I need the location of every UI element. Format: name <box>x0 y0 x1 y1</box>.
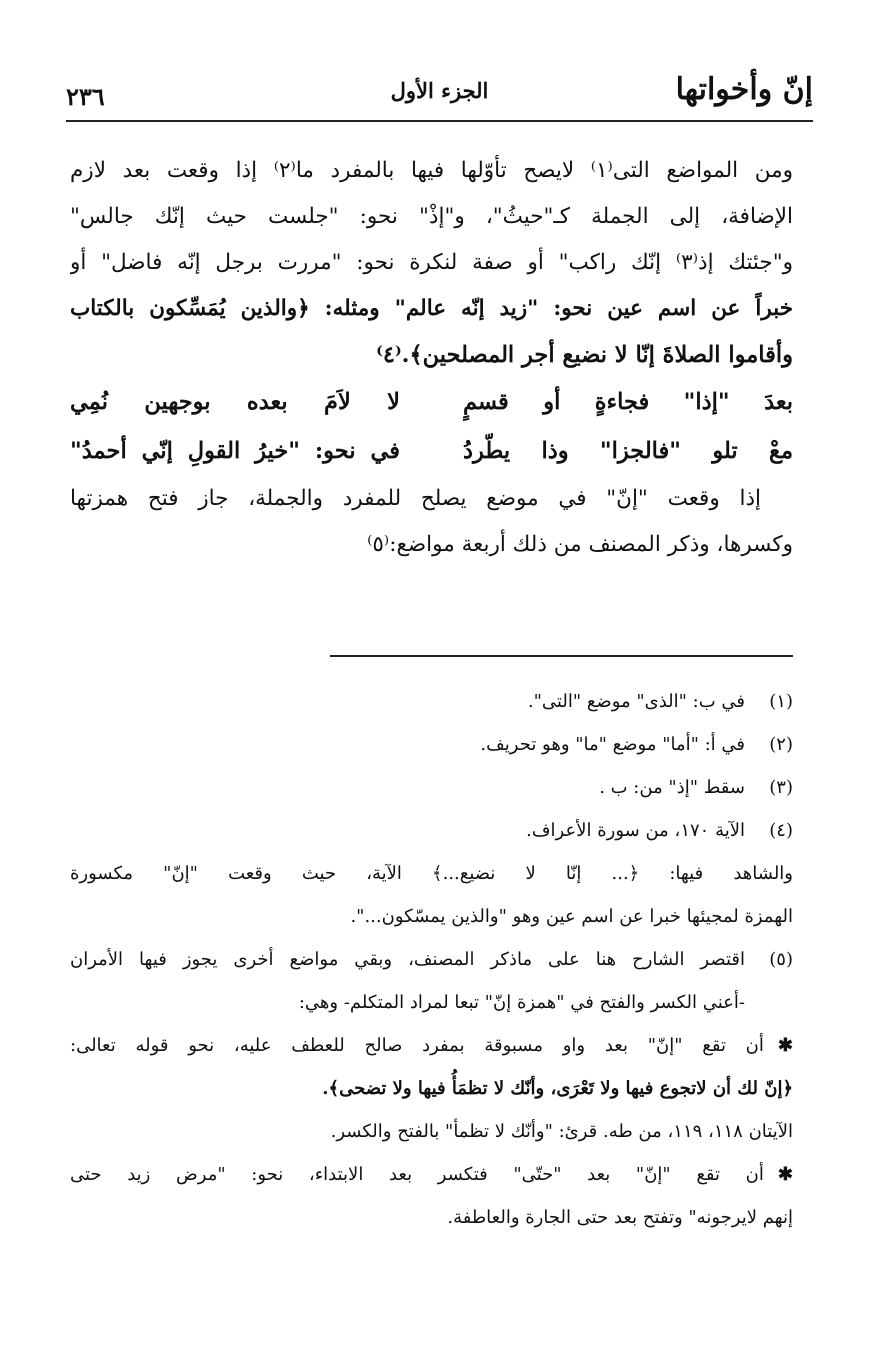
footnote-bullet-line <box>70 1153 793 1196</box>
footnote-continuation: إنهم لايرجونه" وتفتح بعد حتى الجارة والعاطفة. <box>447 1207 793 1228</box>
footnote-continuation: -أعني الكسر والفتح في "همزة إنّ" تبعا لمراد المتكلم- وهي: <box>298 992 745 1013</box>
footnote-continuation: الهمزة لمجيئها خبرا عن اسم عين وهو "والذين يمسّكون...". <box>350 906 793 927</box>
footnote <box>70 938 793 981</box>
footnote-number: (١) <box>769 691 793 712</box>
page-header <box>66 72 813 118</box>
part-title: الجزء الأول <box>390 78 489 103</box>
footnote-text: في ب: "الذى" موضع "التى". <box>527 691 745 712</box>
explanation-line: وكسرها، وذكر المصنف من ذلك أربعة مواضع:⁽٥⁾ <box>367 532 793 557</box>
footnote-text: اقتصر الشارح هنا على ماذكر المصنف، وبقي مواضع أخرى يجوز فيها الأمران <box>70 949 745 970</box>
body-line: وأقاموا الصلاةَ إنّا لا نضيع أجر المصلحين﴾.⁽٤⁾ <box>376 342 793 368</box>
verse-second-hemistich: لا لاَمَ بعده بوجهين نُمِي <box>70 389 400 415</box>
footnote-continuation: أن تقع "إنّ" بعد "حتّى" فتكسر بعد الابتداء، نحو: "مرض زيد حتى <box>70 1164 764 1185</box>
footnote <box>70 723 793 766</box>
chapter-title: إنّ وأخواتها <box>675 72 813 107</box>
footnote <box>70 766 793 809</box>
footnote <box>70 809 793 852</box>
footnote-continuation: أن تقع "إنّ" بعد واو مسبوقة بمفرد صالح للعطف عليه، نحو قوله تعالى: <box>70 1035 764 1056</box>
footnote-bullet-line <box>70 1024 793 1067</box>
verse-line <box>70 378 793 427</box>
footnote-continuation: والشاهد فيها: ﴿... إنّا لا نضيع...﴾ الآية، حيث وقعت "إنّ" مكسورة <box>70 863 793 884</box>
body-line: و"جئتك إذ⁽٣⁾ إنّك راكب" أو صفة لنكرة نحو: "مررت برجل إنّه فاضل" أو <box>70 250 793 275</box>
asterisk-icon: ✱ <box>777 1035 793 1056</box>
verse-line <box>70 427 793 476</box>
main-text <box>70 148 793 568</box>
footnote <box>70 680 793 723</box>
explanation-line: إذا وقعت "إنّ" في موضع يصلح للمفرد والجملة، جاز فتح همزتها <box>70 486 761 511</box>
asterisk-icon: ✱ <box>777 1164 793 1185</box>
footnote-text: الآية ١٧٠، من سورة الأعراف. <box>526 820 745 841</box>
footnote-number: (٢) <box>769 734 793 755</box>
verse-second-hemistich: في نحو: "خيرُ القولِ إنّي أحمدُ" <box>70 438 400 464</box>
footnote-number: (٣) <box>769 777 793 798</box>
footnote-text: سقط "إذ" من: ب . <box>599 777 745 798</box>
footnote-number: (٥) <box>769 949 793 970</box>
verse-first-hemistich: معْ تلو "فالجزا" وذا يطّردُ <box>463 438 793 464</box>
footnote-continuation: ﴿إنّ لك أن لاتجوع فيها ولا تَعْرَى، وأنّك لا تظمَأُ فيها ولا تضحى﴾. <box>322 1078 793 1099</box>
footnote-number: (٤) <box>769 820 793 841</box>
footnote-divider <box>330 655 793 657</box>
verse-first-hemistich: بعدَ "إذا" فجاءةٍ أو قسمٍ <box>463 389 793 415</box>
footnote-text: في أ: "أما" موضع "ما" وهو تحريف. <box>480 734 745 755</box>
footnote-continuation: الآيتان ١١٨، ١١٩، من طه. قرئ: "وأنّك لا تظمأ" بالفتح والكسر. <box>330 1121 793 1142</box>
body-line: خبراً عن اسم عين نحو: "زيد إنّه عالم" ومثله: ﴿والذين يُمَسِّكون بالكتاب <box>70 296 793 321</box>
page-number: ٢٣٦ <box>66 82 105 111</box>
body-line: ومن المواضع التى⁽١⁾ لايصح تأوّلها فيها بالمفرد ما⁽٢⁾ إذا وقعت بعد لازم <box>70 158 793 183</box>
header-divider <box>66 120 813 122</box>
body-line: الإضافة، إلى الجملة كـ"حيثُ"، و"إذْ" نحو: "جلست حيث إنّك جالس" <box>70 204 793 229</box>
footnotes <box>70 680 793 1239</box>
